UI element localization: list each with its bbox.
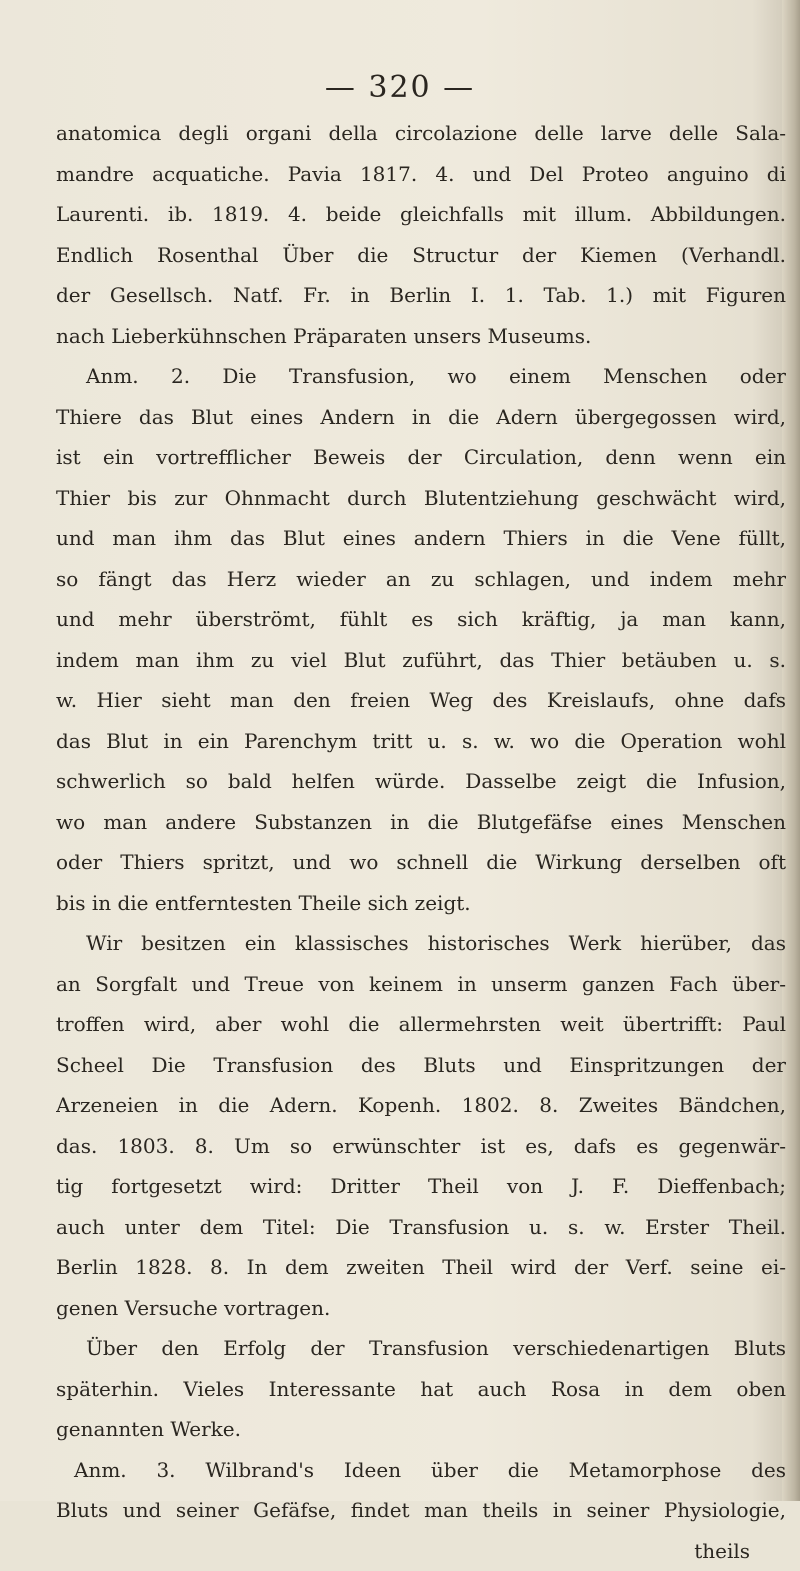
text-line: und mehr überströmt, fühlt es sich kräftig, ja man kann, [56, 599, 786, 640]
text-line: so fängt das Herz wieder an zu schlagen, und indem mehr [56, 559, 786, 600]
text-line: späterhin. Vieles Interessante hat auch Rosa in dem oben [56, 1369, 786, 1410]
text-line: Über den Erfolg der Transfusion verschiedenartigen Bluts [56, 1328, 786, 1369]
body-text [56, 113, 786, 1571]
text-line: das. 1803. 8. Um so erwünschter ist es, dafs es gegenwär- [56, 1126, 786, 1167]
text-line: troffen wird, aber wohl die allermehrsten weit übertrifft: Paul [56, 1004, 786, 1045]
text-line: Laurenti. ib. 1819. 4. beide gleichfalls mit illum. Abbildungen. [56, 194, 786, 235]
text-line: oder Thiers spritzt, und wo schnell die Wirkung derselben oft [56, 842, 786, 883]
text-line: nach Lieberkühnschen Präparaten unsers Museums. [56, 316, 786, 357]
text-line: ist ein vortrefflicher Beweis der Circulation, denn wenn ein [56, 437, 786, 478]
text-line: tig fortgesetzt wird: Dritter Theil von J. F. Dieffenbach; [56, 1166, 786, 1207]
page-number: — 320 — [0, 70, 800, 105]
text-line: w. Hier sieht man den freien Weg des Kreislaufs, ohne dafs [56, 680, 786, 721]
text-line: der Gesellsch. Natf. Fr. in Berlin I. 1. Tab. 1.) mit Figuren [56, 275, 786, 316]
text-line: Anm. 2. Die Transfusion, wo einem Menschen oder [56, 356, 786, 397]
text-line: Wir besitzen ein klassisches historisches Werk hierüber, das [56, 923, 786, 964]
text-line: Thier bis zur Ohnmacht durch Blutentziehung geschwächt wird, [56, 478, 786, 519]
text-line: Bluts und seiner Gefäfse, findet man theils in seiner Physiologie, [56, 1490, 786, 1531]
text-line: Arzeneien in die Adern. Kopenh. 1802. 8. Zweites Bändchen, [56, 1085, 786, 1126]
text-line: auch unter dem Titel: Die Transfusion u. s. w. Erster Theil. [56, 1207, 786, 1248]
text-line: Anm. 3. Wilbrand's Ideen über die Metamorphose des [56, 1450, 786, 1491]
text-line: wo man andere Substanzen in die Blutgefäfse eines Menschen [56, 802, 786, 843]
catchword: theils [56, 1531, 786, 1571]
text-line: genannten Werke. [56, 1409, 786, 1450]
text-line: Berlin 1828. 8. In dem zweiten Theil wird der Verf. seine ei- [56, 1247, 786, 1288]
text-line: Endlich Rosenthal Über die Structur der Kiemen (Verhandl. [56, 235, 786, 276]
text-line: bis in die entferntesten Theile sich zeigt. [56, 883, 786, 924]
text-line: mandre acquatiche. Pavia 1817. 4. und Del Proteo anguino di [56, 154, 786, 195]
text-line: das Blut in ein Parenchym tritt u. s. w. wo die Operation wohl [56, 721, 786, 762]
text-line: anatomica degli organi della circolazione delle larve delle Sala- [56, 113, 786, 154]
text-line: und man ihm das Blut eines andern Thiers in die Vene füllt, [56, 518, 786, 559]
text-line: Thiere das Blut eines Andern in die Adern übergegossen wird, [56, 397, 786, 438]
text-line: schwerlich so bald helfen würde. Dasselbe zeigt die Infusion, [56, 761, 786, 802]
text-line: Scheel Die Transfusion des Bluts und Einspritzungen der [56, 1045, 786, 1086]
text-line: indem man ihm zu viel Blut zuführt, das Thier betäuben u. s. [56, 640, 786, 681]
text-line: genen Versuche vortragen. [56, 1288, 786, 1329]
text-line: an Sorgfalt und Treue von keinem in unserm ganzen Fach über- [56, 964, 786, 1005]
